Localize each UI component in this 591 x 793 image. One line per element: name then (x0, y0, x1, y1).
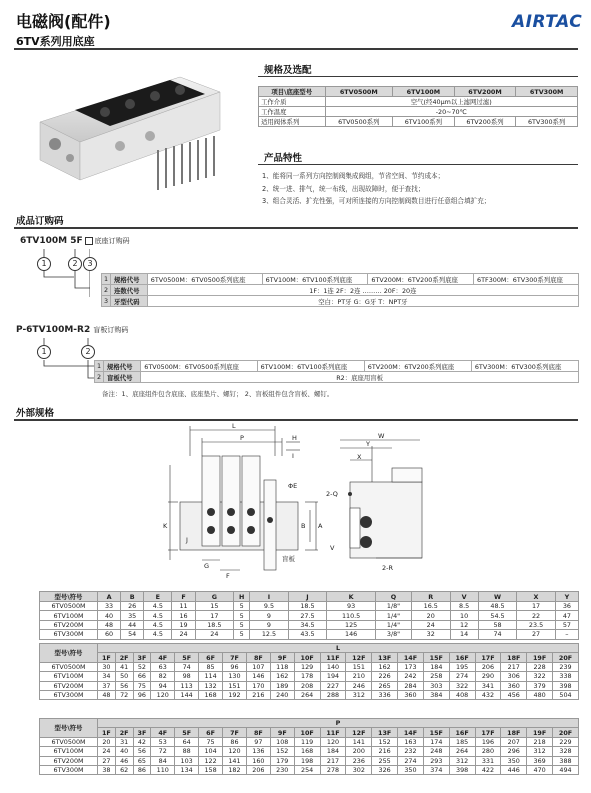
svg-text:V: V (330, 544, 335, 552)
svg-text:Y: Y (366, 440, 370, 448)
feature-item: 3、组合灵活、扩充性强，可对所连接的方向控制阀数目进行任意组合填扩充； (262, 197, 491, 205)
code-index-circle: 2 (68, 257, 82, 271)
code-index-circle: 1 (37, 257, 51, 271)
blank-order-table: 1 规格代号 6TV0500M：6TV0500系列底座 6TV100M：6TV100系列底座 6TV200M：6TV200系列底座 6TV300M：6TV300系列底座 2 盲板代号 R2：底座用盲板 (94, 360, 579, 383)
feature-item: 1、能将同一系列方向控制阀集成阀组，节省空间、节约成本； (262, 172, 445, 180)
table-row: 6TV300M 48 72 96 120 144 168 192 216 240 264 288 312 336 360 384 408 432 456 480 504 (40, 690, 579, 699)
dimension-table-L: 型号\符号 L 1F 2F 3F 4F 5F 6F 7F 8F 9F 10F 11F 12F 13F 14F 15F 16F 17F 18F 19F 20F 6TV0500M 30 41 52 63 74 85 96 107 118 129 140 151 162 173 184 195 206 217 228 239 6TV100M 34 50 66 82 98 114 130 146 162 178 194 210 226 242 258 274 290 306 322 338 6TV200M 37 56 75 94 113 132 151 170 189 208 227 246 265 284 303 322 341 360 379 398 6TV300M 48 72 96 120 144 168 192 216 240 264 288 312 336 360 384 408 432 456 480 504 (39, 643, 579, 700)
svg-text:P: P (240, 434, 244, 442)
svg-text:ΦE: ΦE (288, 482, 298, 490)
table-row: 6TV0500M 30 41 52 63 74 85 96 107 118 129 140 151 162 173 184 195 206 217 228 239 (40, 662, 579, 671)
svg-text:A: A (318, 522, 323, 530)
table-row: 6TV300M 38 62 86 110 134 158 182 206 230 254 278 302 326 350 374 398 422 446 470 494 (40, 765, 579, 774)
svg-text:L: L (232, 422, 236, 430)
svg-text:盲板: 盲板 (282, 555, 295, 563)
svg-text:H: H (292, 434, 297, 442)
table-row: 6TV300M 60 54 4.5 24 24 5 12.5 43.5 146 3/8" 32 14 74 27 – (40, 630, 579, 639)
svg-text:G: G (204, 562, 210, 570)
svg-text:W: W (378, 432, 385, 440)
code-index-circle: 1 (37, 345, 51, 359)
order-note: 备注：1、底座组件包含底座、底座垫片、螺钉； 2、盲板组件包含盲板、螺钉。 (102, 390, 334, 398)
table-row: 6TV100M 24 40 56 72 88 104 120 136 152 168 184 200 216 232 248 264 280 296 312 328 (40, 747, 579, 756)
product-photo (30, 62, 245, 202)
brand-logo: AIRTAC (512, 12, 583, 32)
blank-order-code: P-6TV100M-R2 盲板订购码 (16, 325, 129, 335)
front-view-drawing (160, 420, 330, 588)
header-rule (14, 48, 578, 50)
svg-text:2-R: 2-R (382, 564, 393, 572)
spec-heading: 规格及选配 (264, 65, 312, 76)
features-heading: 产品特性 (264, 153, 303, 164)
svg-text:B: B (301, 522, 306, 530)
svg-text:I: I (292, 452, 294, 460)
svg-text:F: F (226, 572, 230, 580)
page-title: 电磁阀(配件) (16, 12, 111, 31)
table-row: 6TV0500M 20 31 42 53 64 75 86 97 108 119 120 141 152 163 174 185 196 207 218 229 (40, 737, 579, 746)
svg-text:J: J (186, 536, 188, 544)
svg-text:2-Q: 2-Q (326, 490, 338, 498)
features-list (262, 170, 490, 208)
base-order-table: 1 规格代号 6TV0500M：6TV0500系列底座 6TV100M：6TV100系列底座 6TV200M：6TV200系列底座 6TF300M：6TV300系列底座 2 连数代号 1F：1连 2F：2连 ……… 20F：20连 3 牙型代码 空白：PT牙 G：G牙 T：NPT牙 (101, 273, 579, 307)
code-index-circle: 3 (83, 257, 97, 271)
svg-text:X: X (357, 453, 362, 461)
code-index-circle: 2 (81, 345, 95, 359)
feature-item: 2、统一进、排气，统一布线，出现故障时，便于查找； (262, 184, 425, 193)
table-row: 6TV0500M 33 26 4.5 11 15 5 9.5 18.5 93 1/8" 16.5 8.5 48.5 17 36 (40, 602, 579, 611)
dimension-table-main: 型号\符号 A B E F G H I J K Q R V W X Y 6TV0500M 33 26 4.5 11 15 5 9.5 18.5 93 1/8" 16.5 8.5 48.5 17 36 6TV100M 40 35 4.5 16 17 5 9 27.5 110.5 1/4" 20 10 54.5 22 47 6TV200M 48 44 4.5 19 18.5 5 9 34.5 125 1/4" 24 12 58 23.5 57 6TV300M 60 54 4.5 24 24 5 12.5 43.5 146 3/8" 32 14 74 27 – (39, 591, 579, 640)
page-subtitle: 6TV系列用底座 (16, 35, 95, 48)
table-row: 6TV100M 40 35 4.5 16 17 5 9 27.5 110.5 1/4" 20 10 54.5 22 47 (40, 611, 579, 620)
table-row: 6TV200M 37 56 75 94 113 132 151 170 189 208 227 246 265 284 303 322 341 360 379 398 (40, 681, 579, 690)
side-view-drawing (320, 432, 430, 582)
table-row: 6TV200M 27 46 65 84 103 122 141 160 179 198 217 236 255 274 293 312 331 350 369 388 (40, 756, 579, 765)
dimensions-heading: 外部规格 (16, 408, 55, 419)
table-row: 6TV200M 48 44 4.5 19 18.5 5 9 34.5 125 1/4" 24 12 58 23.5 57 (40, 620, 579, 629)
svg-text:K: K (163, 522, 168, 530)
spec-table: 项目\底座型号 6TV0500M 6TV100M 6TV200M 6TV300M 工作介质 空气(经40μm以上滤网过滤) 工作温度 -20~70℃ 适用阀体系列 6TV0500系列 6TV100系列 6TV200系列 6TV300系列 (258, 86, 578, 127)
base-order-code: 6TV100M 5F 底座订购码 (20, 236, 130, 246)
dimension-table-P: 型号\符号 P 1F 2F 3F 4F 5F 6F 7F 8F 9F 10F 11F 12F 13F 14F 15F 16F 17F 18F 19F 20F 6TV0500M 20 31 42 53 64 75 86 97 108 119 120 141 152 163 174 185 196 207 218 229 6TV100M 24 40 56 72 88 104 120 136 152 168 184 200 216 232 248 264 280 296 312 328 6TV200M 27 46 65 84 103 122 141 160 179 198 217 236 255 274 293 312 331 350 369 388 6TV300M 38 62 86 110 134 158 182 206 230 254 278 302 326 350 374 398 422 446 470 494 (39, 718, 579, 775)
table-row: 6TV100M 34 50 66 82 98 114 130 146 162 178 194 210 226 242 258 274 290 306 322 338 (40, 672, 579, 681)
ordering-heading: 成品订购码 (16, 216, 64, 227)
